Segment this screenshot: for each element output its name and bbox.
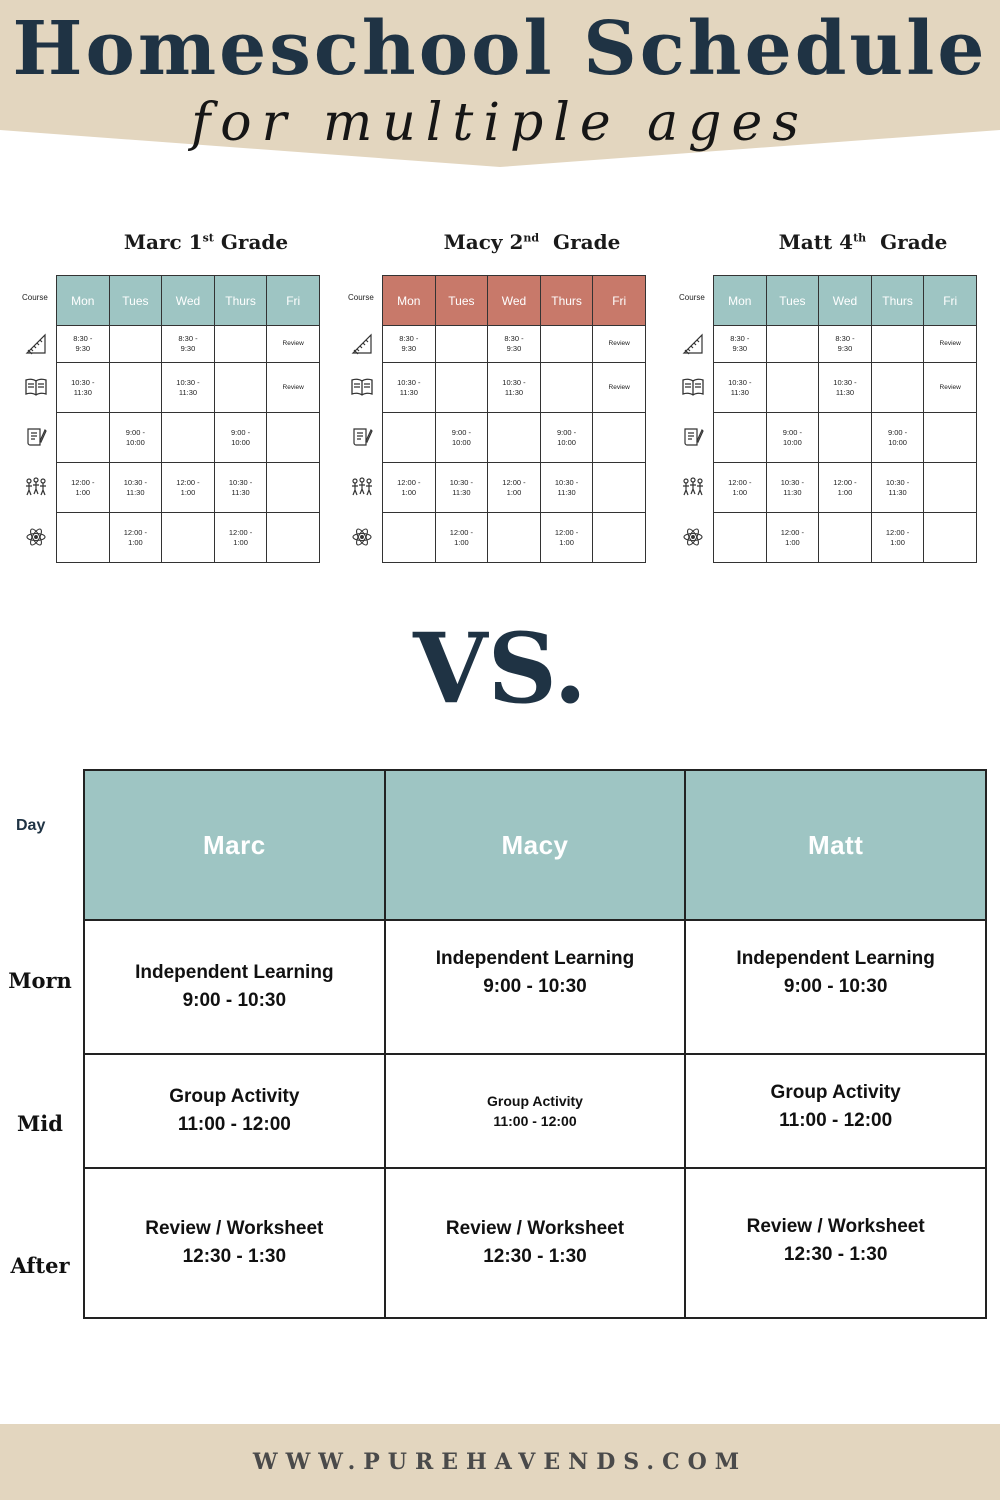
schedule-title — [713, 230, 1000, 254]
grid-cell: 10:30 - 11:30 — [714, 363, 767, 413]
grid-cell: 10:30 - 11:30 — [383, 363, 436, 413]
book-icon — [350, 375, 374, 399]
cell-activity: Independent Learning — [736, 948, 935, 969]
grid-cell: 10:30 - 11:30 — [435, 463, 488, 513]
scroll-icon — [350, 425, 374, 449]
people-icon — [24, 475, 48, 499]
grid-cell: 12:00 - 1:00 — [766, 513, 819, 563]
cell-time: 9:00 - 10:30 — [182, 990, 287, 1011]
day-header: Fri — [593, 276, 646, 326]
grid-cell — [109, 363, 162, 413]
table-cell — [685, 1054, 986, 1168]
scroll-icon — [681, 425, 705, 449]
grid-cell: 9:00 - 10:00 — [109, 413, 162, 463]
column-header-macy: Macy — [385, 770, 686, 920]
grid-cell — [267, 463, 320, 513]
grid-cell — [162, 413, 215, 463]
course-label: Course — [348, 293, 374, 302]
day-header: Fri — [267, 276, 320, 326]
grid-cell — [714, 413, 767, 463]
grid-cell: 8:30 - 9:30 — [57, 326, 110, 363]
combined-schedule-table — [83, 769, 987, 1319]
day-header: Wed — [488, 276, 541, 326]
grid-cell — [819, 413, 872, 463]
grid-cell — [214, 363, 267, 413]
grid-cell: 12:00 - 1:00 — [162, 463, 215, 513]
grid-cell — [162, 513, 215, 563]
grid-cell — [383, 413, 436, 463]
row-label-after: After — [10, 1253, 70, 1278]
grid-cell: 10:30 - 11:30 — [109, 463, 162, 513]
grid-cell — [871, 363, 924, 413]
grid-cell — [871, 326, 924, 363]
grade-ordinal: st — [202, 231, 214, 245]
grid-cell: 12:00 - 1:00 — [383, 463, 436, 513]
grid-cell: 8:30 - 9:30 — [819, 326, 872, 363]
day-header: Mon — [383, 276, 436, 326]
people-icon — [681, 475, 705, 499]
grid-cell: 8:30 - 9:30 — [714, 326, 767, 363]
grid-cell: 10:30 - 11:30 — [766, 463, 819, 513]
grid-cell: Review — [924, 326, 977, 363]
cell-time: 11:00 - 12:00 — [779, 1110, 893, 1131]
grid-cell: 10:30 - 11:30 — [57, 363, 110, 413]
cell-activity: Group Activity — [770, 1082, 901, 1103]
grid-cell: 10:30 - 11:30 — [488, 363, 541, 413]
table-cell — [84, 920, 385, 1054]
weekly-grid — [713, 275, 977, 563]
grid-cell: 12:00 - 1:00 — [540, 513, 593, 563]
grid-cell: 8:30 - 9:30 — [488, 326, 541, 363]
student-name: Marc 1 — [123, 230, 203, 254]
cell-activity: Review / Worksheet — [145, 1218, 324, 1239]
grid-cell: 12:00 - 1:00 — [109, 513, 162, 563]
grid-cell: Review — [267, 326, 320, 363]
grid-cell: Review — [593, 363, 646, 413]
cell-time: 12:30 - 1:30 — [182, 1246, 287, 1267]
grade-label: Grade — [866, 230, 948, 254]
cell-activity: Review / Worksheet — [746, 1216, 925, 1237]
column-header-marc: Marc — [84, 770, 385, 920]
footer-banner — [0, 1424, 1000, 1500]
grid-cell: 10:30 - 11:30 — [819, 363, 872, 413]
grid-cell — [924, 413, 977, 463]
table-cell — [385, 1054, 686, 1168]
grid-cell — [593, 413, 646, 463]
grid-cell: Review — [593, 326, 646, 363]
grid-cell: 8:30 - 9:30 — [162, 326, 215, 363]
grid-cell: 9:00 - 10:00 — [766, 413, 819, 463]
grid-cell — [819, 513, 872, 563]
grid-cell: Review — [924, 363, 977, 413]
people-icon — [350, 475, 374, 499]
grade-label: Grade — [539, 230, 621, 254]
cell-activity: Group Activity — [487, 1093, 583, 1109]
table-cell — [685, 920, 986, 1054]
table-cell — [84, 1054, 385, 1168]
schedule-title — [382, 230, 682, 254]
cell-time: 11:00 - 12:00 — [177, 1114, 291, 1135]
grid-cell — [435, 363, 488, 413]
table-cell — [685, 1168, 986, 1318]
grid-cell — [924, 463, 977, 513]
weekly-grid — [56, 275, 320, 563]
schedule-matt — [679, 230, 1000, 570]
student-name: Macy 2 — [443, 230, 524, 254]
grade-label: Grade — [213, 230, 289, 254]
atom-icon — [24, 525, 48, 549]
grid-cell — [383, 513, 436, 563]
grid-cell — [435, 326, 488, 363]
book-icon — [24, 375, 48, 399]
cell-time: 9:00 - 10:30 — [483, 976, 587, 997]
table-cell — [84, 1168, 385, 1318]
grid-cell — [766, 363, 819, 413]
day-header: Tues — [109, 276, 162, 326]
grid-cell: 12:00 - 1:00 — [714, 463, 767, 513]
day-header: Wed — [162, 276, 215, 326]
grid-cell — [540, 363, 593, 413]
schedule-marc — [22, 230, 356, 570]
weekly-grid — [382, 275, 646, 563]
grid-cell — [593, 513, 646, 563]
course-label: Course — [22, 293, 48, 302]
day-header: Thurs — [214, 276, 267, 326]
schedule-macy — [348, 230, 682, 570]
cell-activity: Review / Worksheet — [445, 1218, 625, 1239]
grid-cell — [267, 413, 320, 463]
grid-cell: 12:00 - 1:00 — [435, 513, 488, 563]
grid-cell: 9:00 - 10:00 — [214, 413, 267, 463]
grid-cell — [214, 326, 267, 363]
atom-icon — [681, 525, 705, 549]
schedule-title — [56, 230, 356, 254]
grid-cell — [57, 413, 110, 463]
grid-cell: 12:00 - 1:00 — [819, 463, 872, 513]
grade-ordinal: nd — [523, 231, 540, 245]
row-label-mid: Mid — [17, 1111, 63, 1136]
grid-cell — [766, 326, 819, 363]
grid-cell — [488, 513, 541, 563]
cell-time: 12:30 - 1:30 — [783, 1244, 888, 1265]
footer-url: WWW.PUREHAVENDS.COM — [252, 1449, 748, 1475]
day-header: Tues — [766, 276, 819, 326]
grid-cell — [267, 513, 320, 563]
student-name: Matt 4 — [778, 230, 854, 254]
day-header: Mon — [714, 276, 767, 326]
ruler-icon — [681, 332, 705, 356]
table-cell — [385, 920, 686, 1054]
grid-cell — [924, 513, 977, 563]
grid-cell: 10:30 - 11:30 — [871, 463, 924, 513]
grid-cell — [488, 413, 541, 463]
grid-cell — [540, 326, 593, 363]
day-header: Wed — [819, 276, 872, 326]
grid-cell: 8:30 - 9:30 — [383, 326, 436, 363]
day-label: Day — [16, 817, 46, 834]
ruler-icon — [350, 332, 374, 356]
grid-cell: 12:00 - 1:00 — [214, 513, 267, 563]
course-label: Course — [679, 293, 705, 302]
cell-time: 12:30 - 1:30 — [483, 1246, 587, 1267]
book-icon — [681, 375, 705, 399]
grade-ordinal: th — [853, 231, 867, 245]
cell-activity: Independent Learning — [435, 948, 635, 969]
cell-time: 11:00 - 12:00 — [493, 1113, 577, 1129]
grid-cell: 10:30 - 11:30 — [214, 463, 267, 513]
column-header-matt: Matt — [685, 770, 986, 920]
cell-time: 9:00 - 10:30 — [783, 976, 888, 997]
day-header: Fri — [924, 276, 977, 326]
grid-cell: Review — [267, 363, 320, 413]
grid-cell: 10:30 - 11:30 — [540, 463, 593, 513]
vs-heading: VS. — [413, 612, 587, 725]
grid-cell: 9:00 - 10:00 — [540, 413, 593, 463]
page-title: Homeschool Schedule — [12, 6, 988, 92]
cell-activity: Independent Learning — [135, 962, 334, 983]
day-header: Mon — [57, 276, 110, 326]
grid-cell: 9:00 - 10:00 — [871, 413, 924, 463]
grid-cell: 12:00 - 1:00 — [57, 463, 110, 513]
row-label-morn: Morn — [8, 968, 72, 993]
day-header: Tues — [435, 276, 488, 326]
grid-cell — [714, 513, 767, 563]
grid-cell: 12:00 - 1:00 — [488, 463, 541, 513]
grid-cell — [57, 513, 110, 563]
grid-cell — [109, 326, 162, 363]
ruler-icon — [24, 332, 48, 356]
table-cell — [385, 1168, 686, 1318]
cell-activity: Group Activity — [169, 1086, 300, 1107]
atom-icon — [350, 525, 374, 549]
day-header: Thurs — [871, 276, 924, 326]
page-subtitle: for multiple ages — [191, 93, 809, 153]
grid-cell: 12:00 - 1:00 — [871, 513, 924, 563]
day-header: Thurs — [540, 276, 593, 326]
grid-cell — [593, 463, 646, 513]
grid-cell: 9:00 - 10:00 — [435, 413, 488, 463]
grid-cell: 10:30 - 11:30 — [162, 363, 215, 413]
scroll-icon — [24, 425, 48, 449]
